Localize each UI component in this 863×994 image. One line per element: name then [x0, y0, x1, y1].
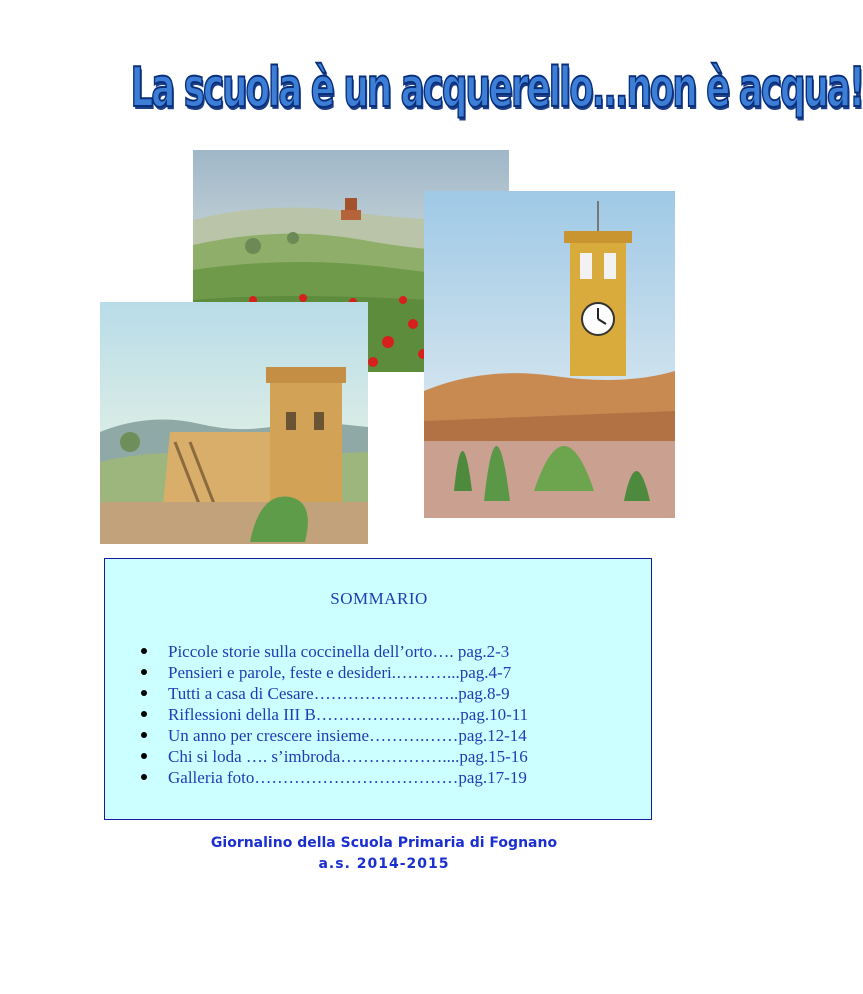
toc-item-label: Pensieri e parole, feste e desideri.………...pag.4-7: [168, 663, 512, 682]
toc-item-label: Piccole storie sulla coccinella dell’orto…. pag.2-3: [168, 642, 510, 661]
newspaper-subtitle: Giornalino della Scuola Primaria di Fognano: [210, 835, 558, 851]
toc-item: [141, 767, 528, 788]
bullet-icon: [141, 690, 147, 696]
toc-item-label: Chi si loda …. s’imbroda………………....pag.15-16: [168, 747, 528, 766]
page-title: La scuola è un acquerello...non è acqua!: [130, 56, 863, 119]
bullet-icon: [141, 732, 147, 738]
toc-item-label: Riflessioni della III B……………………..pag.10-11: [168, 705, 529, 724]
toc-item: [141, 662, 528, 683]
toc-item: [141, 704, 528, 725]
fortress-painting: [100, 302, 368, 544]
toc-item: [141, 641, 528, 662]
clocktower-painting: [424, 191, 675, 518]
toc-item: [141, 746, 528, 767]
toc-item-label: Un anno per crescere insieme……….……pag.12-14: [168, 726, 527, 745]
summary-box: [104, 558, 652, 820]
school-year: a.s. 2014-2015: [318, 856, 450, 872]
toc-item-label: Tutti a casa di Cesare……………………..pag.8-9: [168, 684, 510, 703]
toc-item-label: Galleria foto………………………………pag.17-19: [168, 768, 527, 787]
bullet-icon: [141, 648, 147, 654]
table-of-contents: [141, 641, 528, 788]
summary-title: SOMMARIO: [330, 589, 428, 608]
bullet-icon: [141, 753, 147, 759]
bullet-icon: [141, 669, 147, 675]
toc-item: [141, 725, 528, 746]
bullet-icon: [141, 711, 147, 717]
toc-item: [141, 683, 528, 704]
bullet-icon: [141, 774, 147, 780]
